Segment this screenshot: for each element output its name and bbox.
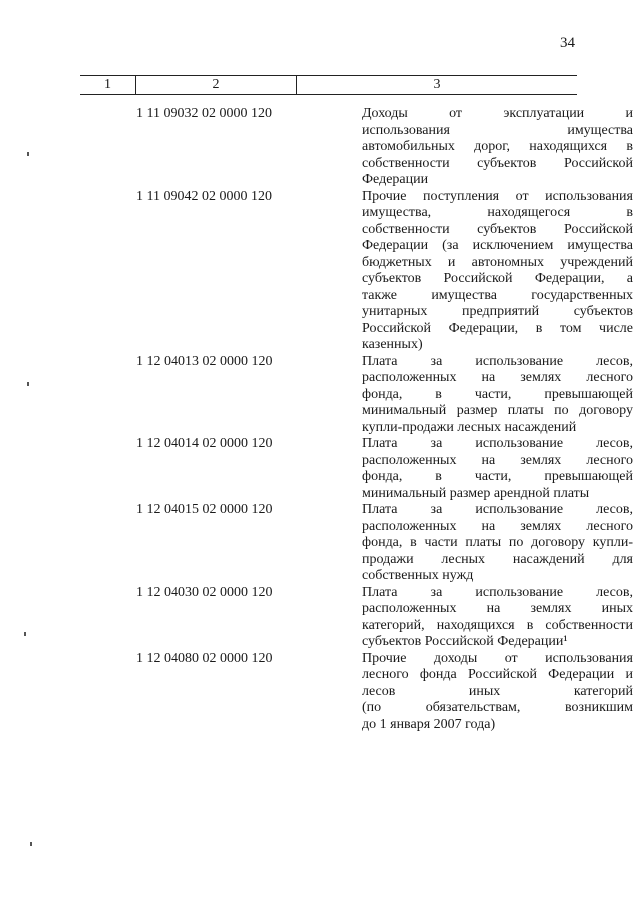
description-line: расположенных на землях иных [362,601,633,616]
description-line: расположенных на землях лесного [362,452,633,468]
income-code [0,189,354,354]
income-code [0,651,354,734]
description-line: Прочие поступления от использования [362,188,633,204]
description-line: расположенных на землях лесного [362,370,633,385]
income-description [362,502,633,585]
description-line: лесного фонда Российской Федерации и [362,667,633,682]
income-description [362,189,633,354]
income-code-text: 1 12 04015 02 0000 120 [136,502,273,517]
page-number: 34 [560,35,575,51]
description-line: до 1 января 2007 года) [362,716,496,732]
scan-mark [27,382,29,386]
description-line: расположенных на землях лесного [362,518,633,534]
table-row [0,585,640,651]
table-column-header [80,75,577,95]
description-line: субъектов Российской Федерации, а [362,271,633,286]
table-row [0,651,640,734]
income-description [362,585,633,651]
description-line: минимальный размер платы по договору [362,403,633,418]
description-line: собственности субъектов Российской [362,155,633,171]
description-line: автомобильных дорог, находящихся в [362,139,633,154]
description-line: фонда, в части платы по договору купли- [362,535,633,550]
description-line: Доходы от эксплуатации и [362,106,633,121]
income-code [0,354,354,437]
description-line: Плата за использование лесов, [362,502,633,517]
description-line: казенных) [362,337,423,352]
income-code-text: 1 12 04030 02 0000 120 [136,584,273,600]
description-line: собственности субъектов Российской [362,221,633,237]
income-code [0,502,354,585]
table-row [0,189,640,354]
table-row [0,502,640,585]
description-line: имущества, находящегося в [362,205,633,220]
income-code-text: 1 12 04013 02 0000 120 [136,353,273,369]
description-line: Прочие доходы от использования [362,650,633,666]
description-line: купли-продажи лесных насаждений [362,419,577,435]
table-row [0,106,640,189]
income-description [362,651,633,734]
table-body [0,106,640,733]
description-line: использования имущества [362,122,633,138]
description-line: фонда, в части, превышающей [362,469,633,484]
description-line: (по обязательствам, возникшим [362,700,633,715]
income-description [362,106,633,189]
scan-mark [30,842,32,846]
column-1-header: 1 [80,76,136,94]
income-code-text: 1 12 04014 02 0000 120 [136,436,273,451]
description-line: Плата за использование лесов, [362,436,633,451]
column-2-header: 2 [136,76,297,94]
description-line: лесов иных категорий [362,683,633,699]
income-description [362,436,633,502]
income-code-text: 1 11 09042 02 0000 120 [136,188,272,204]
scan-mark [27,152,29,156]
description-line: Плата за использование лесов, [362,353,633,369]
description-line: также имущества государственных [362,287,633,303]
income-code-text: 1 11 09032 02 0000 120 [136,106,272,121]
description-line: субъектов Российской Федерации¹ [362,634,568,649]
scan-mark [24,632,26,636]
description-line: бюджетных и автономных учреждений [362,254,633,270]
income-code-text: 1 12 04080 02 0000 120 [136,650,273,666]
description-line: собственных нужд [362,568,474,583]
description-line: Федерации (за исключением имущества [362,238,633,253]
description-line: фонда, в части, превышающей [362,386,633,402]
description-line: Плата за использование лесов, [362,584,633,600]
description-line: минимальный размер арендной платы [362,485,590,501]
description-line: продажи лесных насаждений для [362,551,633,567]
description-line: Федерации [362,172,429,187]
description-line: категорий, находящихся в собственности [362,617,633,633]
description-line: унитарных предприятий субъектов [362,304,633,319]
income-code [0,436,354,502]
table-row [0,436,640,502]
income-code [0,106,354,189]
income-description [362,354,633,437]
income-code [0,585,354,651]
table-row [0,354,640,437]
description-line: Российской Федерации, в том числе [362,320,633,336]
column-3-header: 3 [433,77,441,92]
